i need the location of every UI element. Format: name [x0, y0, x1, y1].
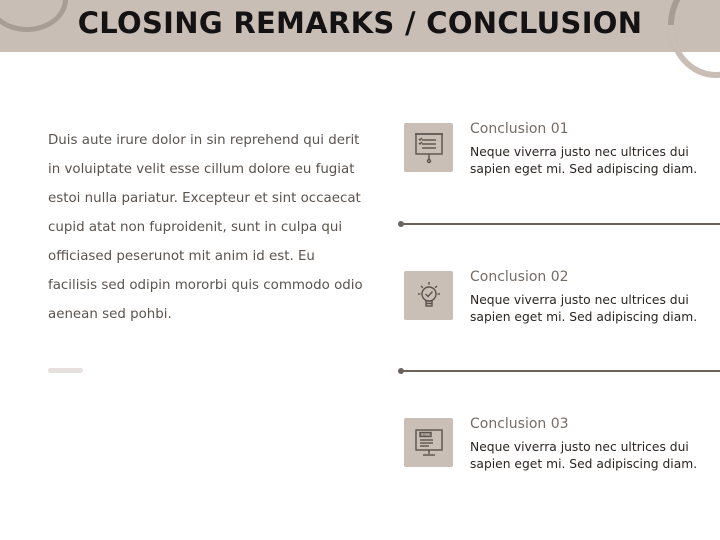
lightbulb-check-icon [404, 271, 453, 320]
conclusion-item [404, 418, 720, 478]
svg-text:BRIEF: BRIEF [419, 431, 431, 437]
conclusion-item [404, 123, 720, 183]
brief-monitor-icon [404, 418, 453, 467]
divider [400, 223, 720, 225]
conclusion-title: Conclusion 01 [470, 121, 569, 137]
presentation-board-icon [404, 123, 453, 172]
conclusion-text: Neque viverra justo nec ultrices dui sapien eget mi. Sed adipiscing diam. [470, 145, 698, 176]
header-band [0, 0, 720, 52]
conclusion-text: Neque viverra justo nec ultrices dui sapien eget mi. Sed adipiscing diam. [470, 440, 698, 471]
intro-paragraph: Duis aute irure dolor in sin reprehend qui derit in voluiptate velit esse cillum dolore eu fugiat estoi nulla pariatur. Excepteur et sint occaecat cupid atat non fuproidenit, sunt in culpa qui officiased peserunot mit anim id est. Eu facilisis sed odipin mororbi quis commodo odio aenean sed pohbi. [48, 133, 363, 322]
conclusion-title: Conclusion 02 [470, 269, 569, 285]
accent-bar [48, 368, 83, 373]
page-title: CLOSING REMARKS / CONCLUSION [77, 6, 643, 40]
conclusion-title: Conclusion 03 [470, 416, 569, 432]
conclusion-item [404, 271, 720, 331]
conclusion-text: Neque viverra justo nec ultrices dui sapien eget mi. Sed adipiscing diam. [470, 293, 698, 324]
divider [400, 370, 720, 372]
